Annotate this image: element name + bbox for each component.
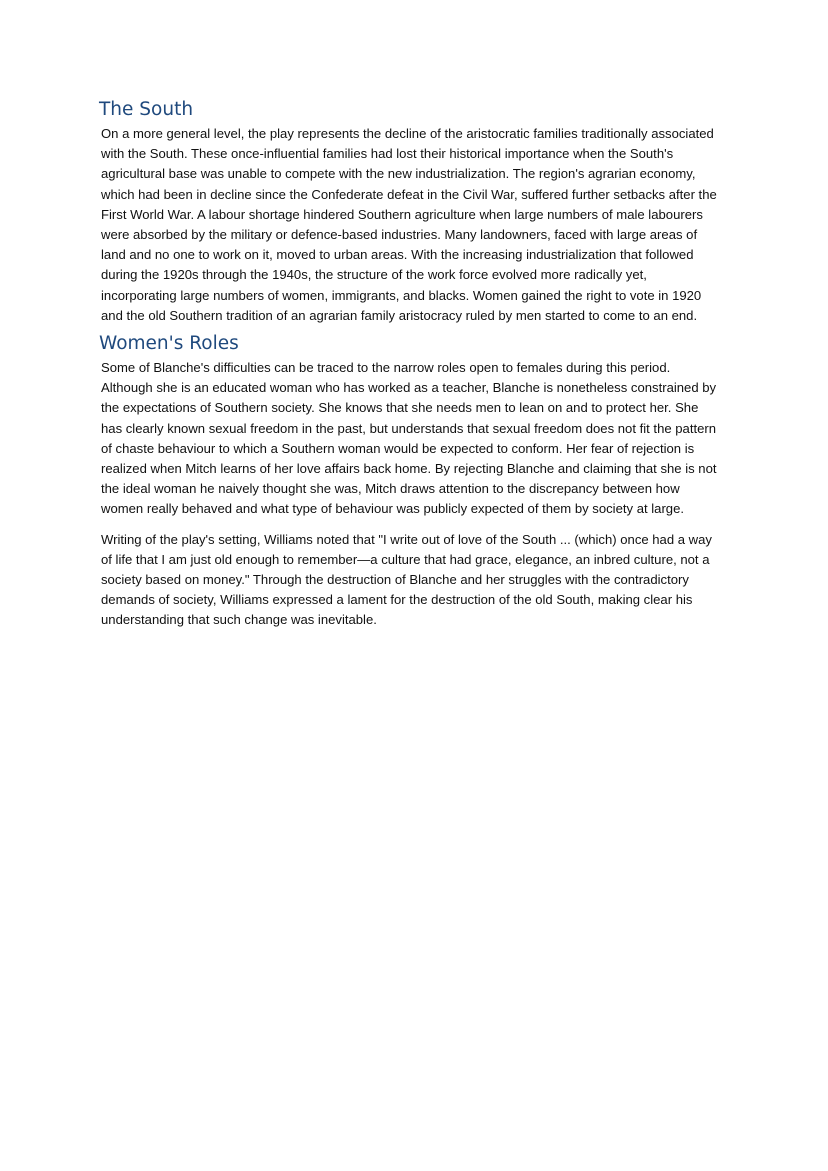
document-page <box>101 98 721 631</box>
section-heading: Women's Roles <box>99 333 239 355</box>
section-the-south <box>101 98 721 326</box>
section-heading: The South <box>99 99 194 120</box>
body-paragraph: Some of Blanche's difficulties can be traced to the narrow roles open to females during this period. Although she is an educated woman who has worked as a teacher, Blanche is nonetheless constrained by the expectations of Southern society. She knows that she needs men to lean on and to protect her. She has clearly known sexual freedom in the past, but understands that sexual freedom does not fit the pattern of chaste behaviour to which a Southern woman would be expected to conform. Her fear of rejection is realized when Mitch learns of her love affairs back home. By rejecting Blanche and claiming that she is not the ideal woman he naively thought she was, Mitch draws attention to the discrepancy between how women really behaved and what type of behaviour was publicly expected of them by society at large. <box>101 360 717 517</box>
body-paragraph: On a more general level, the play represents the decline of the aristocratic families traditionally associated with the South. These once-influential families had lost their historical importance when the South's agricultural base was unable to compete with the new industrialization. The region's agrarian economy, which had been in decline since the Confederate defeat in the Civil War, suffered further setbacks after the First World War. A labour shortage hindered Southern agriculture when large numbers of male labourers were absorbed by the military or defence-based industries. Many landowners, faced with large areas of land and no one to work on it, moved to urban areas. With the increasing industrialization that followed during the 1920s through the 1940s, the structure of the work force evolved more radically yet, incorporating large numbers of women, immigrants, and blacks. Women gained the right to vote in 1920 and the old Southern tradition of an agrarian family aristocracy ruled by men started to come to an end. <box>101 126 717 323</box>
body-paragraph: Writing of the play's setting, Williams noted that "I write out of love of the South ... (which) once had a way of life that I am just old enough to remember—a culture that had grace, elegance, an inbred culture, not a society based on money." Through the destruction of Blanche and her struggles with the contradictory demands of society, Williams expressed a lament for the destruction of the old South, making clear his understanding that such change was inevitable. <box>101 531 712 628</box>
paragraph-spacer <box>101 520 721 530</box>
section-womens-roles <box>101 332 721 631</box>
